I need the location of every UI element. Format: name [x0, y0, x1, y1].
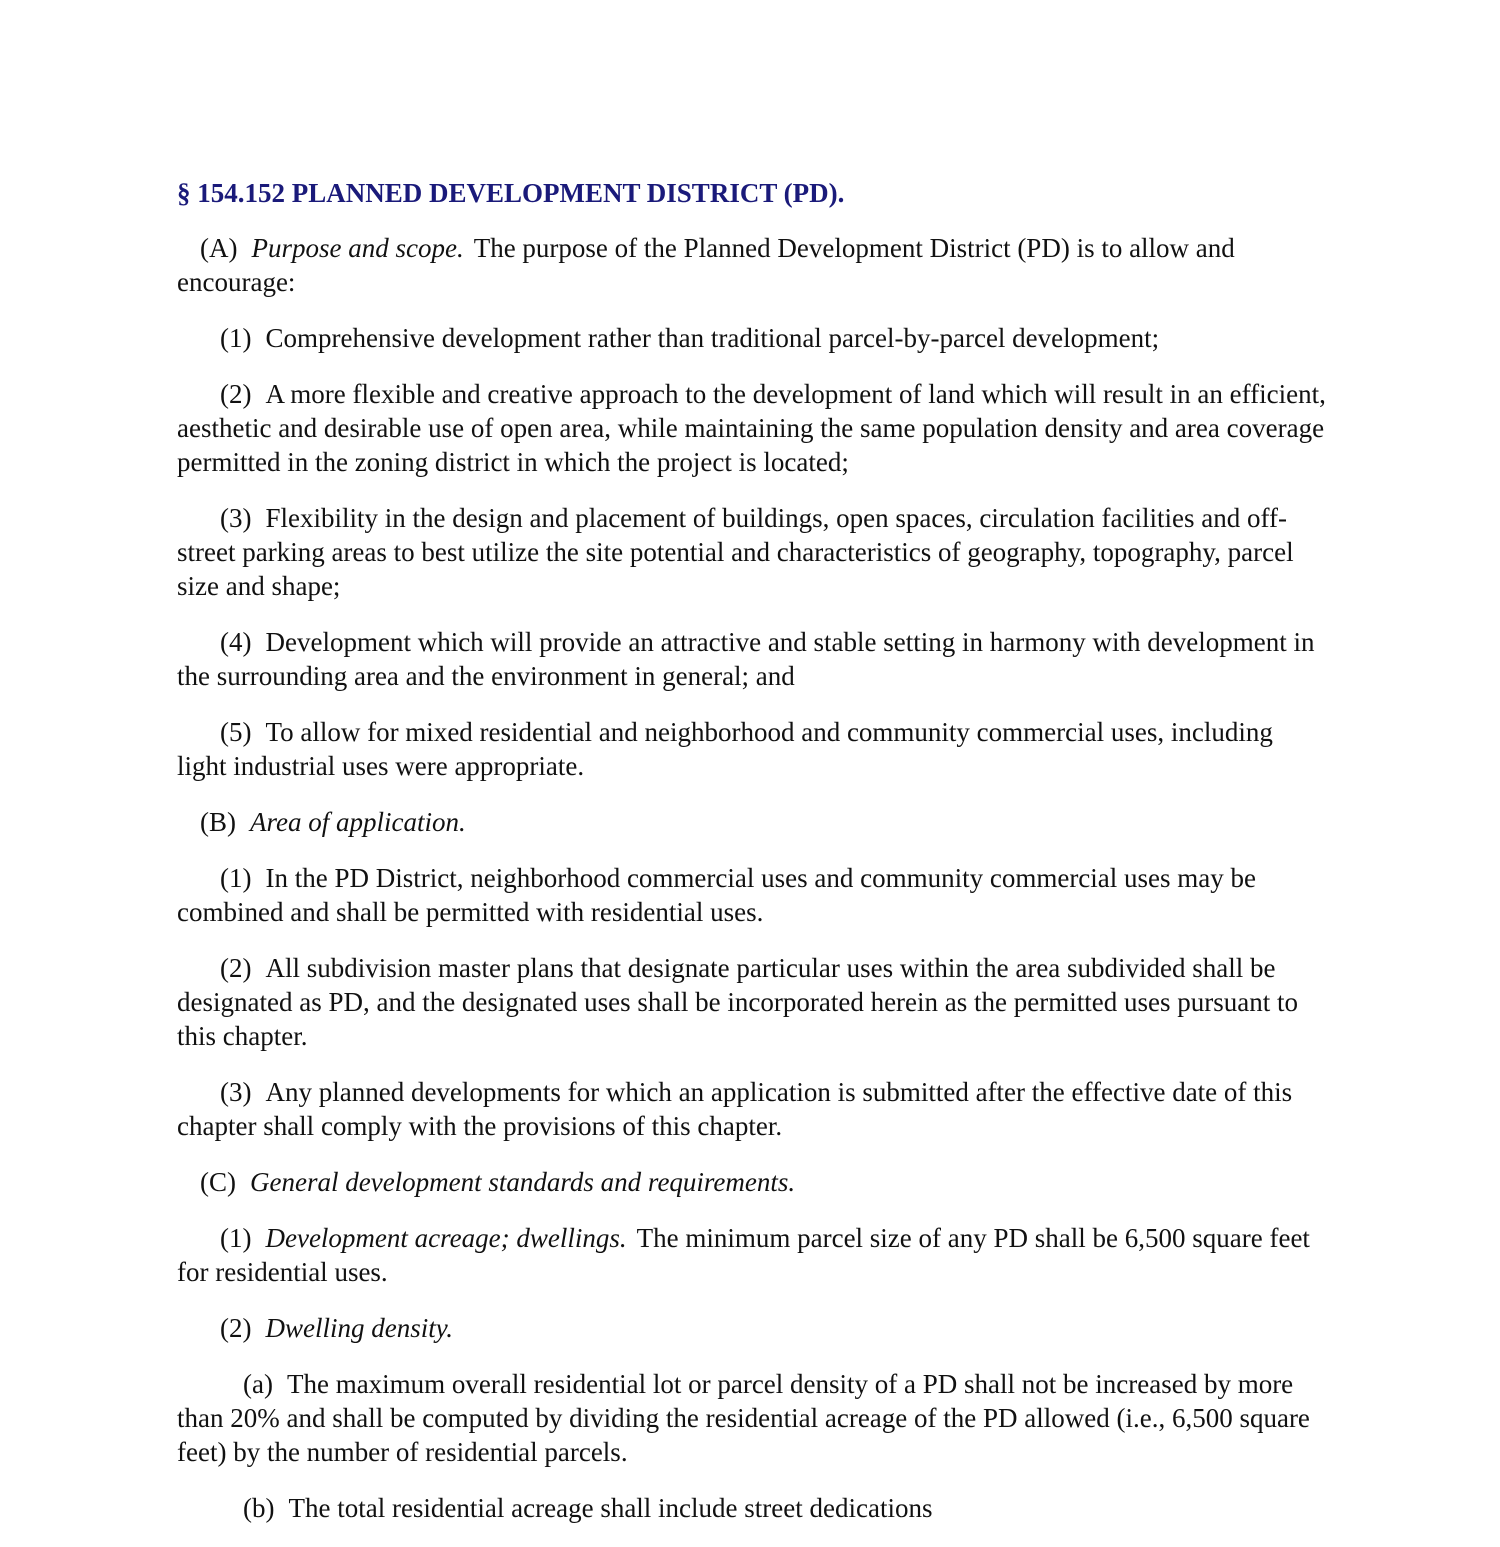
paragraph [177, 1165, 1329, 1199]
paragraph [177, 715, 1329, 783]
paragraph-text: The maximum overall residential lot or parcel density of a PD shall not be increased by more than 20% and shall be computed by dividing the residential acreage of the PD allowed (i.e., 6,500 square feet) by the number of residential parcels. [177, 1369, 1310, 1467]
paragraph [177, 231, 1329, 299]
paragraph [177, 1311, 1329, 1345]
paragraph-label: (3) [220, 1077, 252, 1107]
paragraph-text: Any planned developments for which an application is submitted after the effective date of this chapter shall comply with the provisions of this chapter. [177, 1077, 1293, 1141]
paragraph [177, 501, 1329, 603]
paragraph [177, 321, 1329, 355]
paragraph-label: (C) [200, 1167, 236, 1197]
paragraph-text: The total residential acreage shall include street dedications [288, 1493, 933, 1523]
paragraph-text: All subdivision master plans that designate particular uses within the area subdivided shall be designated as PD, and the designated uses shall be incorporated herein as the permitted uses pursuant to this chapter. [177, 953, 1298, 1051]
paragraph-label: (a) [243, 1369, 273, 1399]
paragraph-text: The minimum parcel size of any PD shall be 6,500 square feet for residential uses. [177, 1223, 1310, 1287]
document-page [177, 176, 1329, 1547]
paragraph [177, 805, 1329, 839]
paragraph [177, 1075, 1329, 1143]
paragraph-text: Comprehensive development rather than traditional parcel-by-parcel development; [265, 323, 1160, 353]
paragraph-label: (3) [220, 503, 252, 533]
paragraph-label: (1) [220, 323, 252, 353]
paragraph-title: General development standards and requirements. [250, 1167, 796, 1197]
paragraph-title: Development acreage; dwellings. [265, 1223, 627, 1253]
paragraph-title: Area of application. [250, 807, 466, 837]
paragraph-text: In the PD District, neighborhood commercial uses and community commercial uses may be combined and shall be permitted with residential uses. [177, 863, 1256, 927]
paragraph [177, 951, 1329, 1053]
paragraph [177, 1367, 1329, 1469]
paragraph [177, 1491, 1329, 1525]
paragraph [177, 625, 1329, 693]
paragraph [177, 377, 1329, 479]
paragraph-label: (5) [220, 717, 252, 747]
paragraph-title: Purpose and scope. [251, 233, 464, 263]
paragraph [177, 861, 1329, 929]
paragraph-label: (1) [220, 863, 252, 893]
paragraph-label: (2) [220, 1313, 252, 1343]
paragraph-text: To allow for mixed residential and neighborhood and community commercial uses, including light industrial uses were appropriate. [177, 717, 1273, 781]
paragraph-label: (2) [220, 379, 252, 409]
paragraph-title: Dwelling density. [265, 1313, 453, 1343]
paragraph-label: (A) [200, 233, 238, 263]
section-body [177, 231, 1329, 1525]
paragraph-label: (1) [220, 1223, 252, 1253]
paragraph-text: Flexibility in the design and placement of buildings, open spaces, circulation facilities and off-street parking areas to best utilize the site potential and characteristics of geography, topography, parcel size and shape; [177, 503, 1294, 601]
paragraph-label: (B) [200, 807, 236, 837]
paragraph-text: A more flexible and creative approach to the development of land which will result in an efficient, aesthetic and desirable use of open area, while maintaining the same population density and area coverage permitted in the zoning district in which the project is located; [177, 379, 1326, 477]
paragraph-label: (b) [243, 1493, 275, 1523]
section-heading: § 154.152 PLANNED DEVELOPMENT DISTRICT (PD). [177, 178, 845, 208]
paragraph-label: (4) [220, 627, 252, 657]
paragraph-text: The purpose of the Planned Development District (PD) is to allow and encourage: [177, 233, 1235, 297]
paragraph [177, 1221, 1329, 1289]
paragraph-label: (2) [220, 953, 252, 983]
paragraph-text: Development which will provide an attractive and stable setting in harmony with development in the surrounding area and the environment in general; and [177, 627, 1315, 691]
